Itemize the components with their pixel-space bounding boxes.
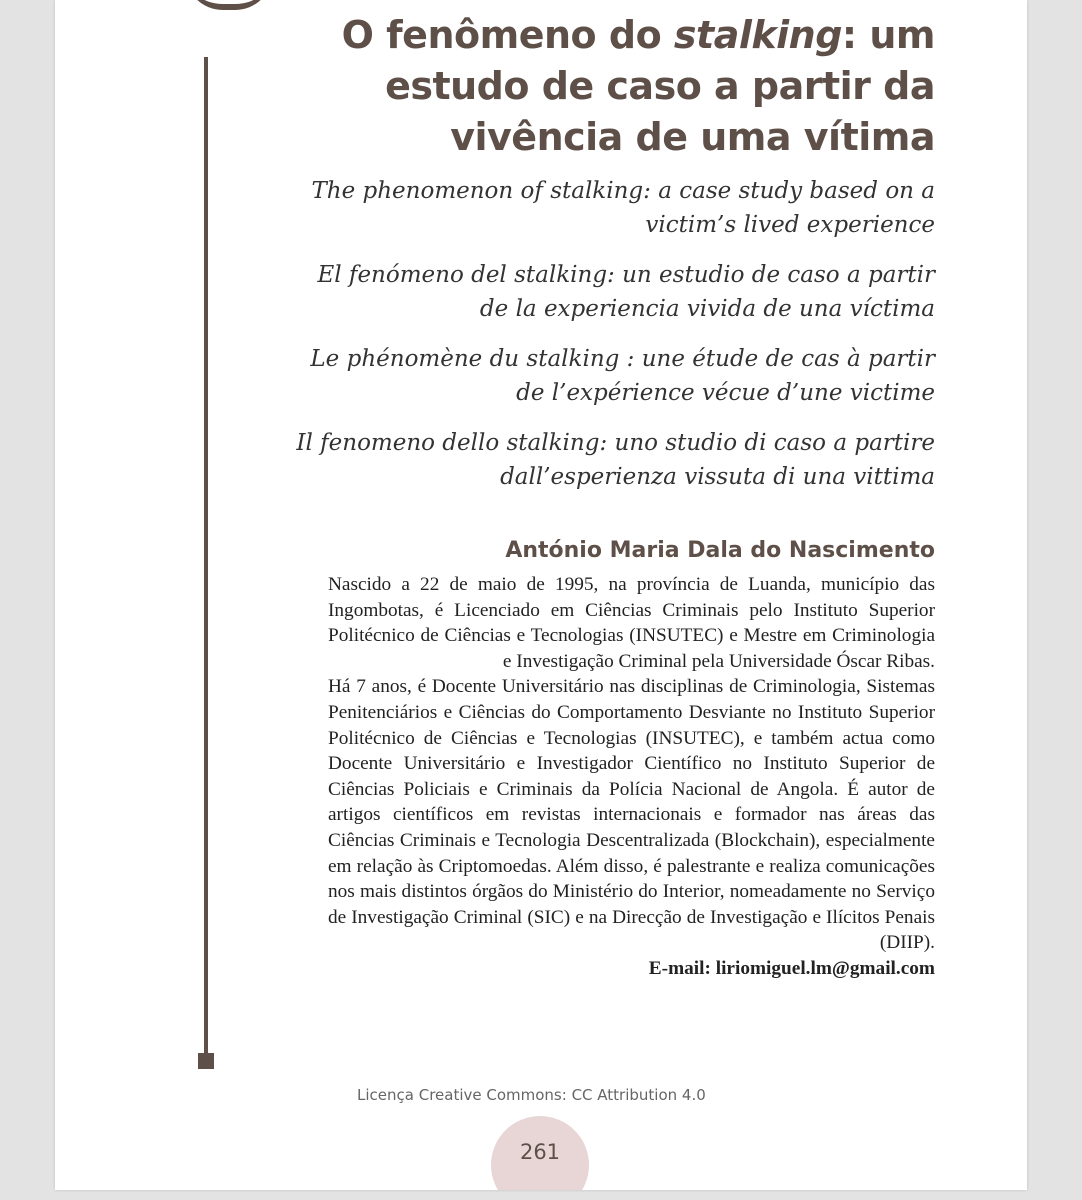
decorative-circle-mark [185,0,273,10]
title-italian: Il fenomeno dello stalking: uno studio di caso a partire dall’esperienza vissuta di una vittima [296,430,935,490]
article-title [295,10,935,163]
page-number: 261 [519,1140,561,1164]
bio-paragraph: Nascido a 22 de maio de 1995, na província de Luanda, município das Ingombotas, é Licenciado em Ciências Criminais pelo Instituto Superior Politécnico de Ciências e Tecnologias (INSUTEC) e Mestre em Criminologia e Investigação Criminal pela Universidade Óscar Ribas. [328,574,935,672]
title-spanish: El fenómeno del stalking: un estudio de caso a partir de la experiencia vivida de una víctima [317,262,935,322]
license-note: Licença Creative Commons: CC Attribution 4.0 [357,1086,706,1104]
title-french: Le phénomène du stalking : une étude de cas à partir de l’expérience vécue d’une victime [310,346,935,406]
translated-titles [295,174,935,510]
decorative-rule-end-square [198,1053,214,1069]
author-email: E-mail: liriomiguel.lm@gmail.com [648,957,935,979]
title-suffix: : um estudo de caso a partir da vivência de uma vítima [385,13,935,159]
decorative-vertical-rule [204,57,208,1055]
title-emphasis: stalking [673,13,842,57]
document-page [55,0,1027,1190]
bio-paragraph: Há 7 anos, é Docente Universitário nas disciplinas de Criminologia, Sistemas Penitenciários e Ciências do Comportamento Desviante no Instituto Superior Politécnico de Ciências e Tecnologias (INSUTEC), e também actua como Docente Universitário e Investigador Científico no Instituto Superior de Ciências Policiais e Criminais da Polícia Nacional de Angola. É autor de artigos científicos em revistas internacionais e formador nas áreas das Ciências Criminais e Tecnologia Descentralizada (Blockchain), especialmente em relação às Criptomoedas. Além disso, é palestrante e realiza comunicações nos mais distintos órgãos do Ministério do Interior, nomeadamente no Serviço de Investigação Criminal (SIC) e na Direcção de Investigação e Ilícitos Penais (DIIP). [328,676,935,954]
title-prefix: O fenômeno do [341,13,674,57]
author-name: António Maria Dala do Nascimento [505,538,935,563]
author-bio [328,572,935,982]
title-english: The phenomenon of stalking: a case study based on a victim’s lived experience [311,178,935,238]
